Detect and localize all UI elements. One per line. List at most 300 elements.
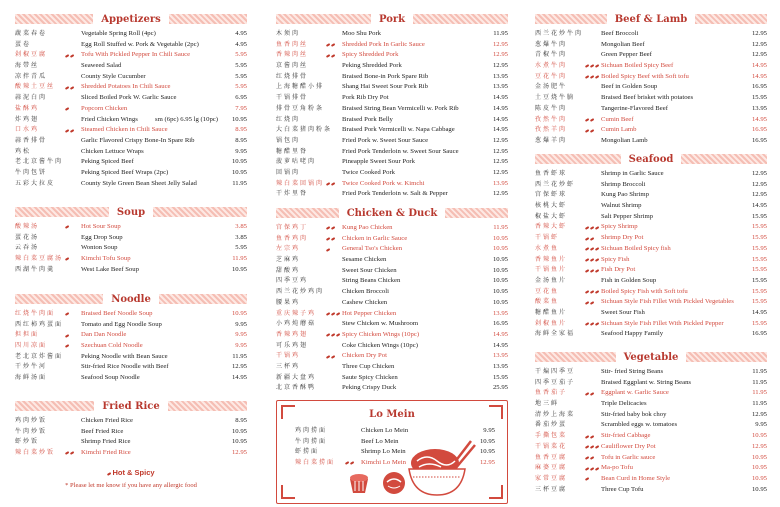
item-price: 7.95: [235, 104, 247, 112]
menu-item[interactable]: [276, 136, 508, 147]
item-price: 12.95: [492, 40, 508, 48]
menu-item[interactable]: [15, 179, 247, 190]
menu-item[interactable]: [535, 50, 767, 61]
item-name: Boiled Spicy Fish with Soft tofu: [601, 287, 688, 295]
item-price: 11.95: [232, 352, 247, 360]
item-name: Braised Beef brisket with potatoes: [601, 94, 694, 102]
menu-item[interactable]: [276, 373, 508, 384]
pepper-icon: [585, 392, 589, 395]
section-header: [15, 13, 247, 25]
menu-item[interactable]: [535, 378, 767, 389]
menu-item[interactable]: [15, 448, 247, 459]
menu-item[interactable]: [15, 40, 247, 51]
item-chinese-name: 西兰花炒虾: [535, 181, 576, 188]
item-price: 13.95: [492, 83, 508, 91]
menu-item[interactable]: [535, 265, 767, 276]
section-vegetable: [535, 351, 767, 495]
menu-item[interactable]: [535, 190, 767, 201]
menu-item[interactable]: [15, 330, 247, 341]
menu-item[interactable]: [15, 82, 247, 93]
item-price: 3.85: [235, 223, 247, 230]
item-chinese-name: 宫保鸡丁: [276, 225, 309, 231]
item-chinese-name: 青椒牛肉: [535, 52, 568, 59]
decorative-band: [276, 208, 339, 218]
item-price: 9.95: [235, 342, 247, 350]
item-chinese-name: 葱爆牛肉: [535, 41, 568, 48]
item-chinese-name: 锅包肉: [276, 137, 301, 144]
menu-item[interactable]: [15, 147, 247, 158]
menu-item[interactable]: [276, 189, 508, 200]
menu-item[interactable]: [535, 169, 767, 180]
pepper-icon: [585, 322, 589, 325]
menu-item[interactable]: [535, 453, 767, 464]
spicy-indicator: [585, 388, 601, 399]
decorative-band: [695, 14, 767, 24]
item-name: Shredded Potatoes In Chili Sauce: [81, 83, 171, 91]
pepper-icon: [326, 43, 330, 46]
menu-item[interactable]: [535, 276, 767, 287]
item-price: 15.95: [751, 287, 767, 295]
menu-item[interactable]: [276, 255, 508, 266]
item-name: Kimchi Tofu Soup: [81, 255, 131, 263]
item-price: 15.95: [751, 266, 767, 274]
menu-item[interactable]: [535, 212, 767, 223]
menu-item[interactable]: [535, 442, 767, 453]
section-header: [276, 207, 508, 219]
menu-item[interactable]: [15, 222, 247, 233]
item-name: Fish in Golden Soup: [601, 276, 657, 284]
item-price: 9.95: [235, 331, 247, 339]
item-name: Shrimp in Garlic Sauce: [601, 170, 664, 177]
menu-item[interactable]: [276, 93, 508, 104]
menu-item[interactable]: [15, 320, 247, 331]
pepper-icon: [326, 355, 330, 358]
menu-item[interactable]: [15, 61, 247, 72]
pepper-icon: [595, 258, 599, 261]
menu-item[interactable]: [276, 223, 508, 234]
item-name: Popcorn Chicken: [81, 104, 128, 112]
menu-item[interactable]: [276, 61, 508, 72]
item-chinese-name: 干锅鸡: [276, 353, 301, 360]
item-chinese-name: 手撕包菜: [535, 433, 568, 440]
item-chinese-name: 蒜香排骨: [15, 137, 48, 144]
decorative-band: [15, 294, 103, 304]
pepper-icon: [595, 269, 599, 272]
menu-item[interactable]: [276, 147, 508, 158]
item-name: Stir-fried Cabbage: [601, 432, 651, 440]
item-chinese-name: 酸辣汤: [15, 224, 40, 230]
item-name: Beef Fried Rice: [81, 427, 124, 435]
item-price: 12.95: [492, 51, 508, 59]
section-header: [535, 153, 767, 165]
item-chinese-name: 腰果鸡: [276, 299, 301, 306]
item-price: 4.95: [235, 40, 247, 48]
dumpling-basket-icon: [347, 471, 371, 495]
item-chinese-name: 鸡肉炒饭: [15, 418, 48, 424]
item-chinese-name: 孜然牛肉: [535, 116, 568, 123]
item-name: Spicy Chicken Wings (10pc): [342, 330, 420, 338]
pepper-icon: [326, 54, 330, 57]
menu-item[interactable]: [535, 485, 767, 496]
spicy-indicator: [326, 50, 342, 61]
pepper-icon: [70, 86, 74, 89]
menu-item[interactable]: [276, 351, 508, 362]
menu-item[interactable]: [15, 243, 247, 254]
section-title: Vegetable: [623, 351, 679, 363]
item-price: 14.95: [751, 115, 767, 123]
menu-item[interactable]: [535, 233, 767, 244]
item-name: Chicken in Garlic Sauce: [342, 234, 408, 242]
decorative-band: [535, 14, 607, 24]
menu-item[interactable]: [276, 276, 508, 287]
section-soup: [15, 206, 247, 275]
menu-item[interactable]: [15, 93, 247, 104]
pepper-icon: [331, 227, 335, 230]
spicy-indicator: [326, 179, 342, 190]
menu-item[interactable]: [535, 180, 767, 191]
pepper-icon: [585, 118, 589, 121]
menu-item[interactable]: [276, 383, 508, 394]
menu-item[interactable]: [535, 40, 767, 51]
menu-item[interactable]: [276, 266, 508, 277]
item-price: 4.95: [235, 30, 247, 37]
item-name: Cumin Beef: [601, 115, 634, 123]
item-price: 10.95: [751, 464, 767, 472]
menu-item[interactable]: [15, 352, 247, 363]
item-price: 15.95: [751, 94, 767, 102]
item-price: 13.95: [492, 352, 508, 360]
decorative-band: [445, 208, 508, 218]
item-chinese-name: 海带丝: [15, 63, 40, 70]
item-name: Peking Crispy Duck: [342, 384, 397, 392]
menu-item[interactable]: [535, 367, 767, 378]
menu-item[interactable]: [276, 341, 508, 352]
item-price: 13.95: [492, 179, 508, 187]
item-chinese-name: 新疆大盘鸡: [276, 374, 317, 381]
pepper-icon: [585, 445, 589, 448]
spicy-indicator: [326, 351, 342, 362]
item-name: Braised String Bean Vermicelli w. Pork Rib: [342, 104, 459, 112]
menu-item[interactable]: [276, 330, 508, 341]
item-name: Shang Hai Sweet Sour Pork Rib: [342, 83, 429, 91]
menu-item[interactable]: [535, 329, 767, 340]
hot-spicy-label: Hot & Spicy: [112, 468, 155, 477]
menu-item[interactable]: [15, 427, 247, 438]
item-name: Pork Rib Dry Pot: [342, 94, 389, 102]
menu-item[interactable]: [15, 29, 247, 40]
section-title: Lo Mein: [369, 409, 415, 420]
item-chinese-name: 蛋花汤: [15, 234, 40, 241]
spicy-indicator: [65, 50, 81, 61]
item-price: 16.95: [751, 136, 767, 144]
pepper-icon: [585, 75, 589, 78]
menu-item[interactable]: [535, 319, 767, 330]
pepper-icon: [70, 129, 74, 132]
item-price: 16.95: [751, 83, 767, 91]
item-name: Hot Pepper Chicken: [342, 309, 397, 317]
menu-item[interactable]: [535, 72, 767, 83]
item-chinese-name: 豆花鱼: [535, 288, 560, 295]
item-chinese-name: 糖醋鱼片: [535, 309, 568, 316]
item-chinese-name: 辣白菜回锅肉: [276, 180, 325, 187]
menu-item[interactable]: [276, 29, 508, 40]
pepper-icon: [585, 129, 589, 132]
spicy-indicator: [585, 431, 601, 442]
menu-item[interactable]: [276, 50, 508, 61]
spicy-indicator: [585, 61, 601, 72]
item-name: Shrimp Fried Rice: [81, 438, 131, 446]
item-name: Sweet Sour Chicken: [342, 266, 397, 274]
pepper-icon: [585, 237, 589, 240]
pepper-icon: [70, 54, 74, 57]
pepper-icon: [326, 248, 330, 251]
menu-item[interactable]: [535, 410, 767, 421]
item-chinese-name: 牛肉炒饭: [15, 428, 48, 435]
item-name: Moo Shu Pork: [342, 30, 382, 37]
hot-spicy-legend: [15, 468, 247, 477]
menu-item[interactable]: [276, 244, 508, 255]
menu-item[interactable]: [535, 82, 767, 93]
item-price: 9.95: [235, 147, 247, 155]
item-chinese-name: 家常豆腐: [535, 475, 568, 482]
item-chinese-name: 西兰花炒牛肉: [535, 31, 584, 37]
menu-item[interactable]: [535, 308, 767, 319]
item-price: 12.95: [751, 442, 767, 450]
item-chinese-name: 菠萝咕咾肉: [276, 159, 317, 166]
menu-item[interactable]: [535, 431, 767, 442]
menu-item[interactable]: [15, 362, 247, 373]
menu-item[interactable]: [535, 61, 767, 72]
pepper-icon: [331, 333, 335, 336]
pepper-icon: [590, 467, 594, 470]
item-chinese-name: 干炸里脊: [276, 191, 309, 198]
item-price: 11.95: [752, 368, 767, 375]
menu-item[interactable]: [276, 40, 508, 51]
decorative-band: [159, 294, 247, 304]
pepper-icon: [590, 237, 594, 240]
pepper-icon: [336, 312, 340, 315]
menu-item[interactable]: [15, 373, 247, 384]
item-price: 10.95: [492, 234, 508, 242]
menu-item[interactable]: [15, 50, 247, 61]
item-chinese-name: 辣白菜捞面: [295, 460, 336, 467]
section-seafood: [535, 153, 767, 340]
menu-item[interactable]: [15, 72, 247, 83]
menu-item[interactable]: [535, 244, 767, 255]
item-name: Tofu With Pickled Pepper In Chili Sauce: [81, 51, 191, 59]
menu-item[interactable]: [295, 426, 495, 437]
item-price: 14.95: [492, 341, 508, 349]
menu-item[interactable]: [276, 309, 508, 320]
menu-item[interactable]: [535, 287, 767, 298]
pepper-icon: [326, 237, 330, 240]
item-chinese-name: 豆花牛肉: [535, 73, 568, 80]
spicy-indicator: [65, 330, 81, 341]
spicy-indicator: [585, 115, 601, 126]
item-name: Stir-fried Rice Noodle with Beef: [81, 363, 169, 371]
item-name: Shrimp Broccoli: [601, 180, 646, 188]
item-name: Peking Spiced Beef: [81, 158, 134, 166]
menu-item[interactable]: [276, 298, 508, 309]
pepper-icon: [590, 247, 594, 250]
item-price: 5.95: [235, 51, 247, 59]
item-chinese-name: 干锅虾: [535, 235, 560, 242]
decorative-band: [681, 154, 767, 164]
pepper-icon: [595, 247, 599, 250]
item-price: 14.95: [751, 62, 767, 70]
spicy-indicator: [585, 463, 601, 474]
item-chinese-name: 孜然羊肉: [535, 127, 568, 134]
menu-item[interactable]: [276, 362, 508, 373]
section-title: Chicken & Duck: [346, 207, 438, 219]
item-chinese-name: 海鲜全家福: [535, 331, 576, 338]
menu-item[interactable]: [15, 416, 247, 427]
item-price: 10.95: [751, 453, 767, 461]
menu-item[interactable]: [15, 341, 247, 352]
item-name: Braised Pork Belly: [342, 115, 393, 123]
item-chinese-name: 糖醋里脊: [276, 148, 309, 155]
item-name: Beef Broccoli: [601, 30, 639, 37]
menu-item[interactable]: [15, 309, 247, 320]
item-chinese-name: 金汤鱼片: [535, 277, 568, 284]
menu-item[interactable]: [535, 420, 767, 431]
menu-item[interactable]: [276, 234, 508, 245]
pepper-icon: [65, 226, 69, 229]
menu-item[interactable]: [276, 287, 508, 298]
item-chinese-name: 核桃大虾: [535, 203, 568, 210]
pepper-icon: [70, 452, 74, 455]
menu-item[interactable]: [535, 93, 767, 104]
item-price: 13.95: [492, 72, 508, 80]
pepper-icon: [585, 269, 589, 272]
menu-item[interactable]: [535, 29, 767, 40]
menu-item[interactable]: [535, 255, 767, 266]
menu-item[interactable]: [535, 474, 767, 485]
pepper-icon: [595, 445, 599, 448]
section-title: Noodle: [111, 293, 151, 305]
item-chinese-name: 干煸四季豆: [535, 369, 576, 375]
menu-item[interactable]: [535, 222, 767, 233]
menu-item[interactable]: [15, 265, 247, 276]
item-price: 10.95: [231, 427, 247, 435]
section-title: Seafood: [628, 153, 674, 165]
pepper-icon: [595, 226, 599, 229]
menu-item[interactable]: [15, 125, 247, 136]
menu-item[interactable]: [535, 463, 767, 474]
spicy-indicator: [326, 223, 342, 234]
menu-item[interactable]: [535, 115, 767, 126]
item-name: Fried Pork Tenderloin w. Salt & Pepper: [342, 190, 448, 198]
item-name: Sweet Sour Fish: [601, 308, 645, 316]
item-chinese-name: 虾炒饭: [15, 439, 40, 446]
item-name: Sichuan Style Fish Fillet With Pickled Pepper: [601, 319, 724, 327]
menu-item[interactable]: [535, 104, 767, 115]
item-name: Tangerine-Flavored Beef: [601, 104, 668, 112]
item-chinese-name: 水煮鱼: [535, 245, 560, 252]
item-price: 8.95: [235, 136, 247, 144]
spicy-indicator: [326, 234, 342, 245]
menu-item[interactable]: [276, 319, 508, 330]
item-chinese-name: 可乐鸡翅: [276, 342, 309, 349]
menu-item[interactable]: [535, 201, 767, 212]
item-chinese-name: 清炒上海菜: [535, 411, 576, 418]
item-name: Chicken Lo Mein: [361, 427, 409, 434]
item-price: 10.95: [231, 265, 247, 273]
item-chinese-name: 辣白菜炒饭: [15, 450, 56, 457]
item-price: 10.95: [231, 310, 247, 317]
menu-item[interactable]: [15, 437, 247, 448]
noodle-bowl-icon: [405, 437, 477, 499]
menu-item[interactable]: [276, 157, 508, 168]
item-chinese-name: 四季豆鸡: [276, 278, 309, 285]
item-price: 15.95: [492, 373, 508, 381]
pepper-icon: [595, 467, 599, 470]
item-name: Shrimp Dry Pot: [601, 234, 644, 242]
item-chinese-name: 三杯豆腐: [535, 486, 568, 493]
menu-item[interactable]: [535, 125, 767, 136]
menu-item[interactable]: [276, 125, 508, 136]
item-name: Twice Cooked Pork w. Kimchi: [342, 179, 425, 187]
item-price: 14.95: [751, 202, 767, 210]
item-chinese-name: 蛋卷: [15, 41, 32, 48]
item-name: Fried Chicken Wings: [81, 115, 138, 123]
menu-item[interactable]: [535, 136, 767, 147]
menu-item[interactable]: [276, 72, 508, 83]
item-name: Spicy Fish: [601, 255, 630, 263]
spicy-indicator: [585, 72, 601, 83]
item-chinese-name: 四季豆茄子: [535, 379, 576, 386]
menu-item[interactable]: [535, 297, 767, 308]
menu-item[interactable]: [15, 168, 247, 179]
item-chinese-name: 红烧排骨: [276, 73, 309, 80]
decorative-band: [15, 401, 94, 411]
item-name: Three Cup Chicken: [342, 362, 395, 370]
menu-item[interactable]: [276, 82, 508, 93]
item-name: Boiled Spicy Beef with Soft tofu: [601, 72, 689, 80]
menu-item[interactable]: [276, 179, 508, 190]
item-price: 16.95: [751, 126, 767, 134]
menu-item[interactable]: [15, 104, 247, 115]
menu-item[interactable]: [15, 115, 247, 126]
item-name: Saute Spicy Chicken: [342, 373, 398, 381]
section-header: [276, 13, 508, 25]
pepper-icon: [585, 477, 589, 480]
menu-item[interactable]: [15, 254, 247, 265]
item-chinese-name: 大白菜猪肉粉条: [276, 127, 333, 134]
item-name: County Style Cucumber: [81, 72, 146, 80]
item-chinese-name: 剁椒豆腐: [15, 52, 48, 59]
menu-item[interactable]: [15, 233, 247, 244]
menu-item[interactable]: [276, 104, 508, 115]
item-chinese-name: 蒜泥白肉: [15, 95, 48, 102]
menu-item[interactable]: [15, 157, 247, 168]
menu-item[interactable]: [15, 136, 247, 147]
menu-item[interactable]: [276, 115, 508, 126]
spicy-indicator: [326, 40, 342, 51]
item-chinese-name: 宫保虾球: [535, 192, 568, 199]
menu-item[interactable]: [535, 388, 767, 399]
menu-item[interactable]: [276, 168, 508, 179]
item-name: Braised Eggplant w. String Beans: [601, 378, 692, 386]
section-title: Appetizers: [101, 13, 161, 25]
spicy-indicator: [585, 255, 601, 266]
item-price: 10.95: [492, 266, 508, 274]
spicy-indicator: [585, 244, 601, 255]
menu-item[interactable]: [535, 399, 767, 410]
pepper-icon: [590, 392, 594, 395]
item-name: Twice Cooked Pork: [342, 168, 396, 176]
item-chinese-name: 鸡松: [15, 148, 32, 155]
